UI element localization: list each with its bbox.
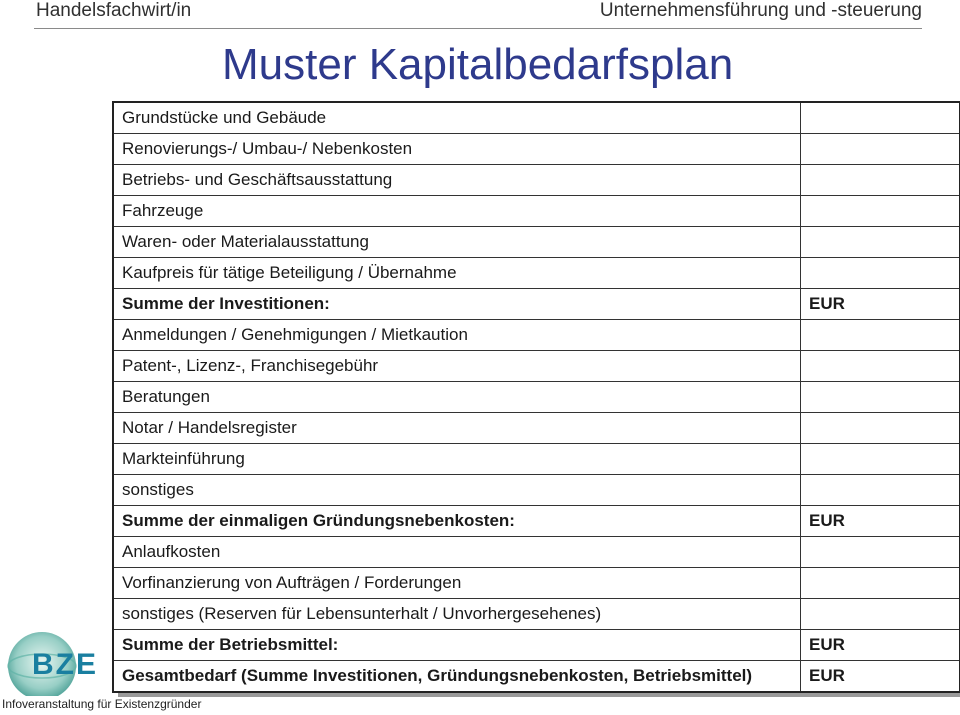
row-value-cell[interactable] xyxy=(801,258,960,289)
row-value-cell[interactable] xyxy=(801,134,960,165)
table-body xyxy=(113,102,960,692)
header-divider xyxy=(34,28,922,29)
row-label: Waren- oder Materialausstattung xyxy=(113,227,801,258)
row-label: sonstiges xyxy=(113,475,801,506)
table-row xyxy=(113,258,960,289)
row-value-cell[interactable] xyxy=(801,413,960,444)
row-label: Summe der einmaligen Gründungsnebenkosten: xyxy=(113,506,801,537)
row-value-cell[interactable] xyxy=(801,599,960,630)
table-row xyxy=(113,413,960,444)
row-value-cell[interactable] xyxy=(801,351,960,382)
table-row xyxy=(113,134,960,165)
table-row xyxy=(113,382,960,413)
table-row xyxy=(113,165,960,196)
row-label: Markteinführung xyxy=(113,444,801,475)
row-value-cell[interactable] xyxy=(801,165,960,196)
footer-text: Infoveranstaltung für Existenzgründer xyxy=(2,697,202,711)
row-value-cell[interactable]: EUR xyxy=(801,661,960,693)
row-value-cell[interactable] xyxy=(801,320,960,351)
row-value-cell[interactable]: EUR xyxy=(801,630,960,661)
row-value-cell[interactable] xyxy=(801,196,960,227)
logo-text: BZE xyxy=(32,648,98,681)
header-right: Unternehmensführung und -steuerung xyxy=(599,0,922,21)
table-row-sum xyxy=(113,630,960,661)
row-label: Anlaufkosten xyxy=(113,537,801,568)
table-row xyxy=(113,444,960,475)
row-label: Summe der Betriebsmittel: xyxy=(113,630,801,661)
table-row xyxy=(113,196,960,227)
row-label: Anmeldungen / Genehmigungen / Mietkaution xyxy=(113,320,801,351)
table-row xyxy=(113,599,960,630)
row-value-cell[interactable] xyxy=(801,382,960,413)
row-value-cell[interactable]: EUR xyxy=(801,289,960,320)
table-row xyxy=(113,568,960,599)
table-row xyxy=(113,102,960,134)
page-title: Muster Kapitalbedarfsplan xyxy=(222,40,734,89)
row-value-cell[interactable] xyxy=(801,227,960,258)
table-container xyxy=(112,101,957,691)
row-label: Kaufpreis für tätige Beteiligung / Übernahme xyxy=(113,258,801,289)
row-label: Grundstücke und Gebäude xyxy=(113,102,801,134)
row-value-cell[interactable] xyxy=(801,102,960,134)
row-value-cell[interactable] xyxy=(801,444,960,475)
row-value-cell[interactable] xyxy=(801,475,960,506)
table-row xyxy=(113,351,960,382)
row-label: Beratungen xyxy=(113,382,801,413)
row-label: Fahrzeuge xyxy=(113,196,801,227)
table-row-sum xyxy=(113,506,960,537)
row-label: Vorfinanzierung von Aufträgen / Forderungen xyxy=(113,568,801,599)
header-left: Handelsfachwirt/in xyxy=(36,0,192,21)
row-value-cell[interactable] xyxy=(801,537,960,568)
table-row-sum xyxy=(113,289,960,320)
row-label: Notar / Handelsregister xyxy=(113,413,801,444)
row-label: Patent-, Lizenz-, Franchisegebühr xyxy=(113,351,801,382)
table-row-sum xyxy=(113,661,960,693)
row-label: Summe der Investitionen: xyxy=(113,289,801,320)
row-label: sonstiges (Reserven für Lebensunterhalt / Unvorhergesehenes) xyxy=(113,599,801,630)
table-row xyxy=(113,320,960,351)
row-value-cell[interactable]: EUR xyxy=(801,506,960,537)
row-label: Betriebs- und Geschäftsausstattung xyxy=(113,165,801,196)
row-label: Renovierungs-/ Umbau-/ Nebenkosten xyxy=(113,134,801,165)
table-row xyxy=(113,227,960,258)
kapitalbedarf-table xyxy=(112,101,960,693)
table-row xyxy=(113,537,960,568)
table-row xyxy=(113,475,960,506)
row-value-cell[interactable] xyxy=(801,568,960,599)
row-label: Gesamtbedarf (Summe Investitionen, Gründungsnebenkosten, Betriebsmittel) xyxy=(113,661,801,693)
